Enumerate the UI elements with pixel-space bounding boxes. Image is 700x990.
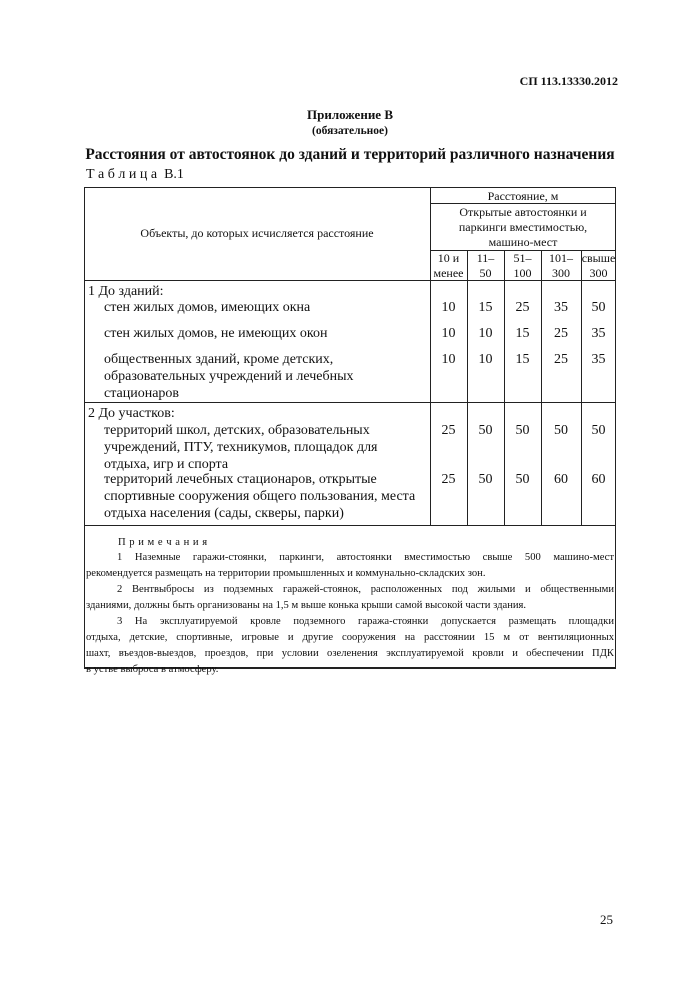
distance-value: 15 [478, 300, 493, 315]
note-line: отдыха, детские, спортивные, игровые и другие сооружения на расстоянии 15 м от вентиляционных [86, 632, 614, 643]
row-label: территорий лечебных стационаров, открытые [104, 472, 377, 487]
page-title: Расстояния от автостоянок до зданий и территорий различного назначения [85, 146, 615, 163]
column-header-group [430, 205, 616, 250]
capacity-column-header: свыше [581, 251, 616, 265]
distance-value: 25 [554, 352, 568, 367]
distance-value: 10 [441, 326, 456, 341]
column-header-objects: Объекты, до которых исчисляется расстояние [140, 226, 374, 240]
row-label: отдыха, игр и спорта [104, 457, 229, 472]
distance-value: 50 [478, 472, 493, 487]
distance-value: 25 [554, 326, 568, 341]
row-label: стен жилых домов, имеющих окна [104, 300, 311, 315]
capacity-column-header: 10 и [437, 251, 460, 265]
capacity-column-header: 11– [476, 251, 495, 265]
row-label: учреждений, ПТУ, техникумов, площадок для [104, 440, 378, 455]
capacity-column-header: 100 [513, 266, 532, 280]
capacity-column-header: 300 [552, 266, 570, 280]
note-line: в устье выброса в атмосферу. [86, 664, 219, 675]
note-line: зданиями, должны быть организованы на 1,5 м выше конька крыши самой высокой части здания. [86, 600, 527, 611]
section-title: 2 До участков: [88, 406, 175, 421]
distance-value: 60 [591, 472, 606, 487]
distance-value: 50 [591, 300, 606, 315]
distance-value: 50 [515, 423, 530, 438]
distance-value: 50 [515, 472, 530, 487]
capacity-column-header: менее [433, 266, 464, 280]
distance-value: 35 [591, 352, 606, 367]
note-line: шахт, въездов-выездов, проездов, при условии озеленения эксплуатируемой кровли и обеспечении ПДК [86, 648, 614, 659]
distance-value: 60 [554, 472, 568, 487]
capacity-column-header: 300 [589, 266, 608, 280]
notes-title: П р и м е ч а н и я [118, 537, 208, 548]
row-label: отдыха населения (сады, скверы, парки) [104, 506, 344, 521]
distance-value: 35 [554, 300, 568, 315]
appendix-status: (обязательное) [312, 125, 388, 137]
column-header-distance: Расстояние, м [487, 189, 559, 203]
row-label: стен жилых домов, не имеющих окон [104, 326, 328, 341]
distance-value: 10 [478, 352, 493, 367]
group-line: Открытые автостоянки и [459, 205, 587, 219]
capacity-column-header: 101– [549, 251, 573, 265]
distance-value: 15 [515, 326, 530, 341]
distance-value: 25 [515, 300, 530, 315]
group-line: паркинги вместимостью, [458, 220, 588, 234]
page-number: 25 [600, 912, 613, 927]
note-line: 2 Вентвыбросы из подземных гаражей-стоянок, расположенных под жилыми и общественными [117, 584, 614, 595]
table-label: Т а б л и ц а В.1 [86, 167, 184, 182]
distance-value: 10 [441, 352, 456, 367]
capacity-column-header: 50 [479, 266, 492, 280]
note-line: 3 На эксплуатируемой кровле подземного гаража-стоянки допускается размещать площадки [117, 616, 614, 627]
section-title: 1 До зданий: [88, 284, 164, 299]
distance-value: 10 [441, 300, 456, 315]
row-label: спортивные сооружения общего пользования, места [104, 489, 416, 504]
distance-value: 50 [554, 423, 568, 438]
appendix-heading: Приложение В [307, 107, 393, 122]
distance-value: 50 [591, 423, 606, 438]
row-label: общественных зданий, кроме детских, [104, 352, 334, 367]
row-label: стационаров [104, 386, 180, 401]
row-label: образовательных учреждений и лечебных [104, 369, 354, 384]
group-line: машино-мест [488, 235, 558, 249]
doc-code: СП 113.13330.2012 [519, 74, 618, 88]
distance-value: 15 [515, 352, 530, 367]
capacity-column-header: 51– [513, 251, 532, 265]
distance-value: 50 [478, 423, 493, 438]
row-label: территорий школ, детских, образовательных [104, 423, 370, 438]
note-line: рекомендуется размещать на территории промышленных и коммунально-складских зон. [86, 568, 486, 579]
distance-value: 35 [591, 326, 606, 341]
distance-value: 25 [441, 423, 456, 438]
note-line: 1 Наземные гаражи-стоянки, паркинги, автостоянки вместимостью свыше 500 машино-мест [117, 552, 614, 563]
distance-value: 25 [441, 472, 456, 487]
distance-value: 10 [478, 326, 493, 341]
